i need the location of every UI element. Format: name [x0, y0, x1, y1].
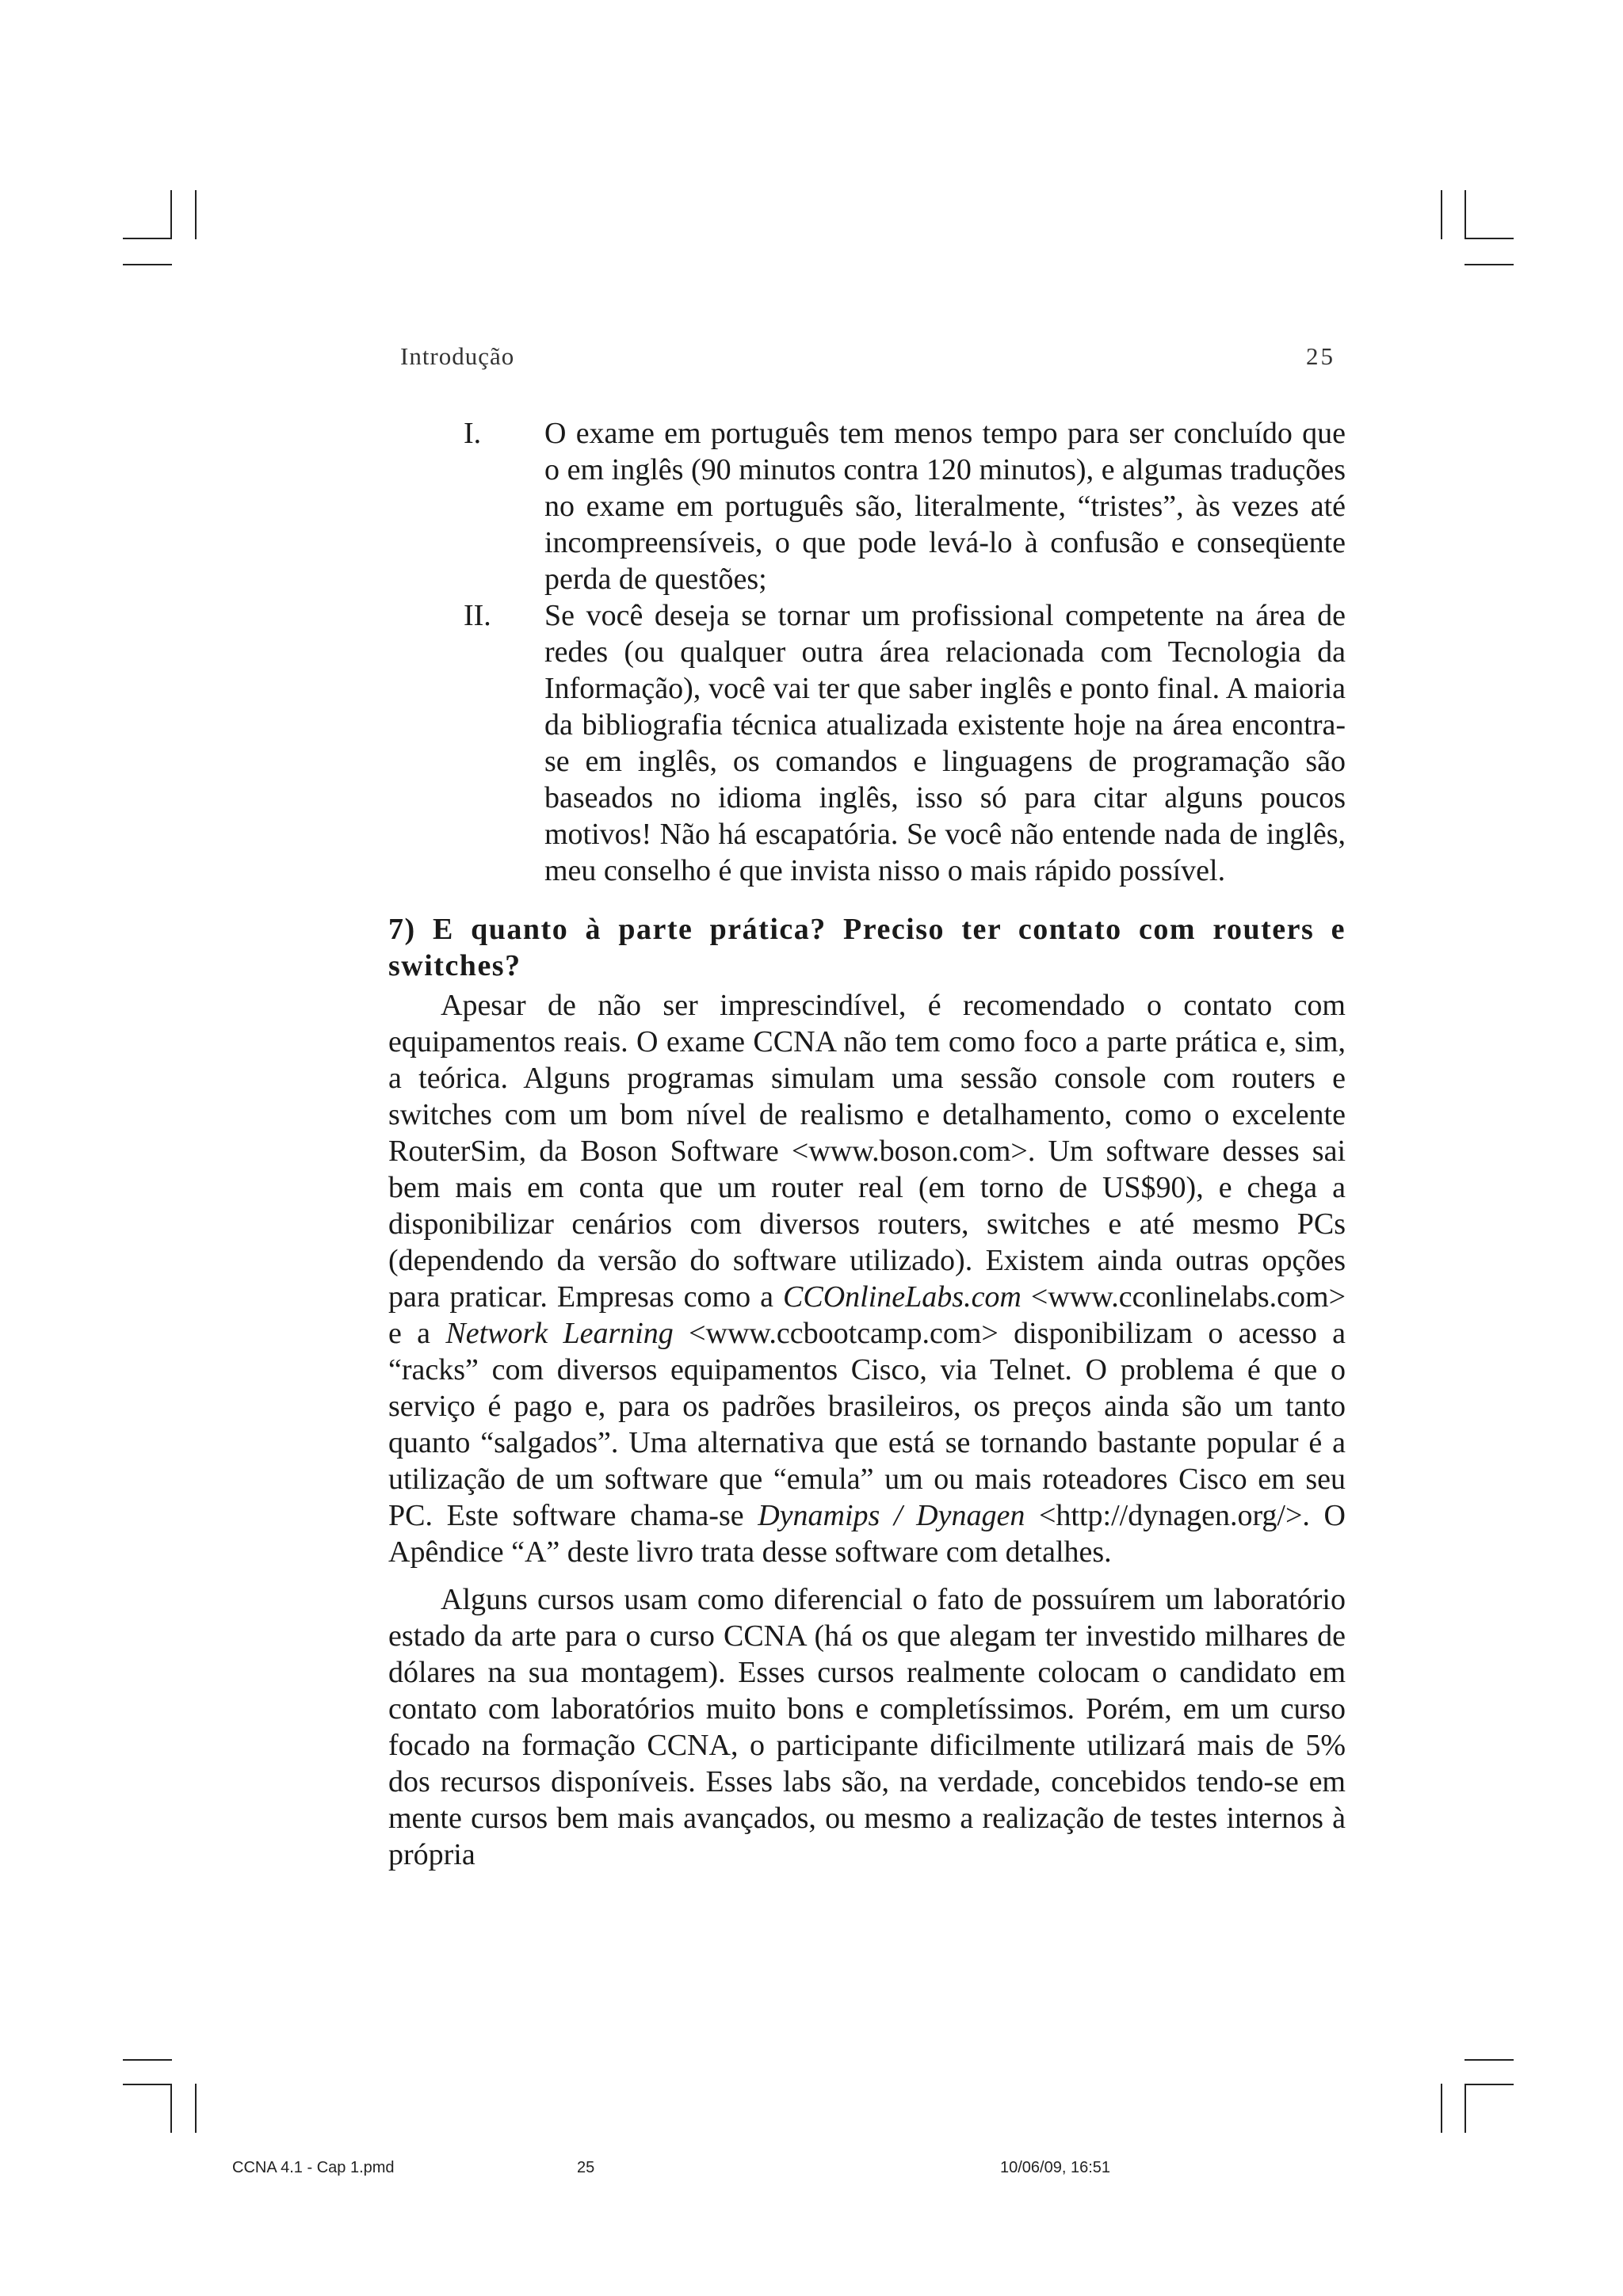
- footer-file: CCNA 4.1 - Cap 1.pmd: [232, 2159, 395, 2176]
- crop-mark: [1441, 2084, 1442, 2133]
- paragraph: [388, 987, 1346, 1570]
- crop-mark: [123, 264, 172, 265]
- software-name: Dynamips / Dynagen: [758, 1499, 1025, 1532]
- crop-mark: [1465, 264, 1514, 265]
- paragraph-text: <http://dynagen.org/>. O Apêndice “A” deste livro trata desse software com detalhes.: [388, 1499, 1346, 1569]
- crop-mark: [1441, 190, 1442, 239]
- paragraph-text: <www.ccbootcamp.com> disponibilizam o acesso a “racks” com diversos equipamentos Cisco, via Telnet. O problema é que o serviço é pago e, para os padrões brasileiros, os preços ainda são um tanto quanto “salgados”. Uma alternativa que está se tornando bastante popular é a utilização de um software que “emula” um ou mais roteadores Cisco em seu PC. Este software chama-se: [388, 1317, 1346, 1532]
- crop-mark: [170, 2084, 172, 2133]
- company-name: CCOnlineLabs.com: [783, 1280, 1022, 1314]
- crop-mark: [1465, 238, 1514, 239]
- crop-mark: [123, 2084, 172, 2085]
- list-item: [388, 415, 1346, 597]
- paragraph-text: Apesar de não ser imprescindível, é recomendado o contato com equipamentos reais. O exame CCNA não tem como foco a parte prática e, sim, a teórica. Alguns programas simulam uma sessão console com routers e switches com um bom nível de realismo e detalhamento, como o excelente RouterSim, da Boson Software <www.boson.com>. Um software desses sai bem mais em conta que um router real (em torno de US$90), e chega a disponibilizar cenários com diversos routers, switches e até mesmo PCs (dependendo da versão do software utilizado). Existem ainda outras opções para praticar. Empresas como a: [388, 989, 1346, 1314]
- page-body: [388, 415, 1346, 1884]
- paragraph-text: <www.cconlinelabs.com> e a: [388, 1280, 1346, 1350]
- crop-mark: [123, 238, 172, 239]
- list-numeral: I.: [464, 417, 482, 450]
- list-item-text: Se você deseja se tornar um profissional competente na área de redes (ou qualquer outra área relacionada com Tecnologia da Informação), você vai ter que saber inglês e ponto final. A maioria da bibliografia técnica atualizada existente hoje na área encontra-se em inglês, os comandos e linguagens de programação são baseados no idioma inglês, isso só para citar alguns poucos motivos! Não há escapatória. Se você não entende nada de inglês, meu conselho é que invista nisso o mais rápido possível.: [544, 599, 1346, 887]
- crop-mark: [1465, 190, 1466, 239]
- crop-mark: [123, 2059, 172, 2061]
- company-name: Network Learning: [445, 1317, 674, 1350]
- crop-mark: [1465, 2084, 1466, 2133]
- chapter-title: Introdução: [400, 342, 515, 370]
- section-heading: 7) E quanto à parte prática? Preciso ter contato com routers e switches?: [388, 913, 1346, 982]
- crop-mark: [1465, 2059, 1514, 2061]
- crop-mark: [1465, 2084, 1514, 2085]
- page-number: 25: [1306, 342, 1335, 370]
- crop-mark: [195, 190, 197, 239]
- crop-mark: [170, 190, 172, 239]
- paragraph: Alguns cursos usam como diferencial o fato de possuírem um laboratório estado da arte para o curso CCNA (há os que alegam ter investido milhares de dólares na sua montagem). Esses cursos realmente colocam o candidato em contato com laboratórios muito bons e completíssimos. Porém, em um curso focado na formação CCNA, o participante dificilmente utilizará mais de 5% dos recursos disponíveis. Esses labs são, na verdade, concebidos tendo-se em mente cursos bem mais avançados, ou mesmo a realização de testes internos à própria: [388, 1583, 1346, 1871]
- list-item-text: O exame em português tem menos tempo para ser concluído que o em inglês (90 minutos contra 120 minutos), e algumas traduções no exame em português são, literalmente, “tristes”, às vezes até incompreensíveis, o que pode levá-lo à confusão e conseqüente perda de questões;: [544, 417, 1346, 596]
- list-item: [388, 597, 1346, 889]
- footer-timestamp: 10/06/09, 16:51: [1000, 2159, 1111, 2176]
- crop-mark: [195, 2084, 197, 2133]
- footer-page: 25: [577, 2159, 595, 2176]
- list-numeral: II.: [464, 599, 491, 632]
